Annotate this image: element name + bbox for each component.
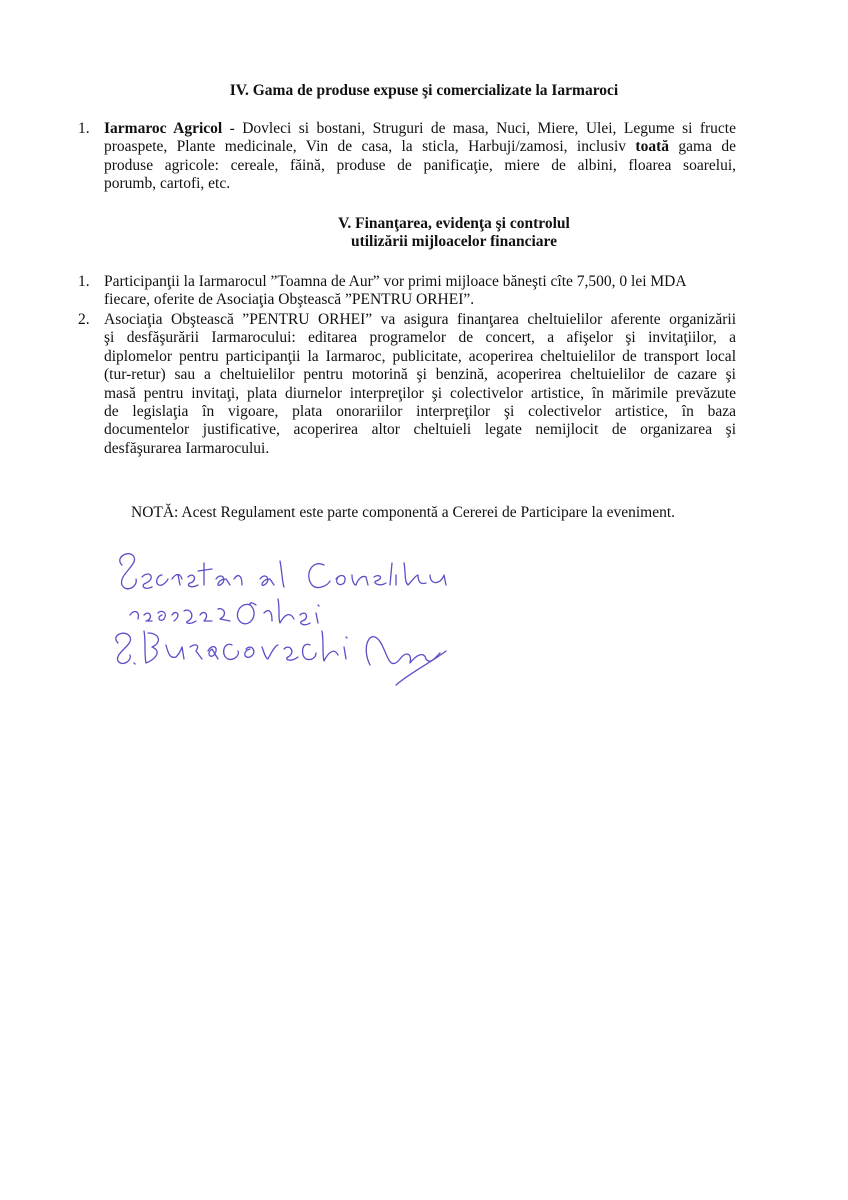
item-number: 2. xyxy=(78,311,90,328)
section-v-title-line1: V. Finanţarea, evidenţa şi controlul xyxy=(338,215,570,232)
item-line: (tur-retur) sau a cheltuielilor pentru motorină şi benzină, acoperirea cheltuielilor de cazare şi xyxy=(104,366,736,384)
item-line xyxy=(104,120,736,138)
item-text: gama de xyxy=(668,138,736,156)
item-line: şi desfăşurării Iarmarocului: editarea programelor de concert, a afişelor şi invitaţiilor, a xyxy=(104,329,736,347)
section-v-item-2 xyxy=(78,311,736,458)
item-line: masă pentru invitaţi, plata diurnelor interpreţilor şi colectivelor artistice, în mărimile prevăzute xyxy=(104,384,736,402)
note-text: NOTĂ: Acest Regulament este parte componentă a Cererei de Participare la eveniment. xyxy=(131,504,676,521)
item-line: desfăşurarea Iarmarocului. xyxy=(104,439,270,457)
item-text: - Dovleci si bostani, Struguri de masa, Nuci, Miere, Ulei, Legume si fructe xyxy=(222,120,736,137)
item-line: fiecare, oferite de Asociaţia Obştească ”PENTRU ORHEI”. xyxy=(104,291,475,309)
section-iv-item-1 xyxy=(78,120,736,194)
section-v-title xyxy=(30,215,848,251)
item-line: de legislaţia în vigoare, plata onorariilor interpreţilor şi colectivelor artistice, în baza xyxy=(104,403,736,421)
item-line: porumb, cartofi, etc. xyxy=(104,175,231,193)
section-v-title-line2: utilizării mijloacelor financiare xyxy=(350,233,558,250)
item-line: Asociaţia Obştească ”PENTRU ORHEI” va asigura finanţarea cheltuielilor aferente organizării xyxy=(104,311,736,328)
item-number: 1. xyxy=(78,273,90,290)
item-line: produse agricole: cereale, făină, produse de panificaţie, miere de albini, floarea soarelui, xyxy=(104,156,736,174)
item-line: documentelor justificative, acoperirea altor cheltuieli legate nemijlocit de organizarea şi xyxy=(104,421,736,439)
handwritten-signature xyxy=(100,535,460,695)
item-label: Iarmaroc Agricol xyxy=(104,120,223,137)
item-number: 1. xyxy=(78,120,90,137)
section-iv-title: IV. Gama de produse expuse şi comercializate la Iarmaroci xyxy=(229,82,619,99)
emphasis-text: toată xyxy=(635,138,669,156)
item-line xyxy=(104,138,736,156)
item-line: Participanţii la Iarmarocul ”Toamna de Aur” vor primi mijloace băneşti cîte 7,500, 0 lei MDA xyxy=(104,273,687,290)
item-line: diplomelor pentru participanţii la Iarmaroc, publicitate, acoperirea cheltuielilor de transport local xyxy=(104,347,736,365)
section-v-item-1 xyxy=(78,273,736,310)
item-text: proaspete, Plante medicinale, Vin de casa, la sticla, Harbuji/zamosi, inclusiv xyxy=(104,138,636,156)
